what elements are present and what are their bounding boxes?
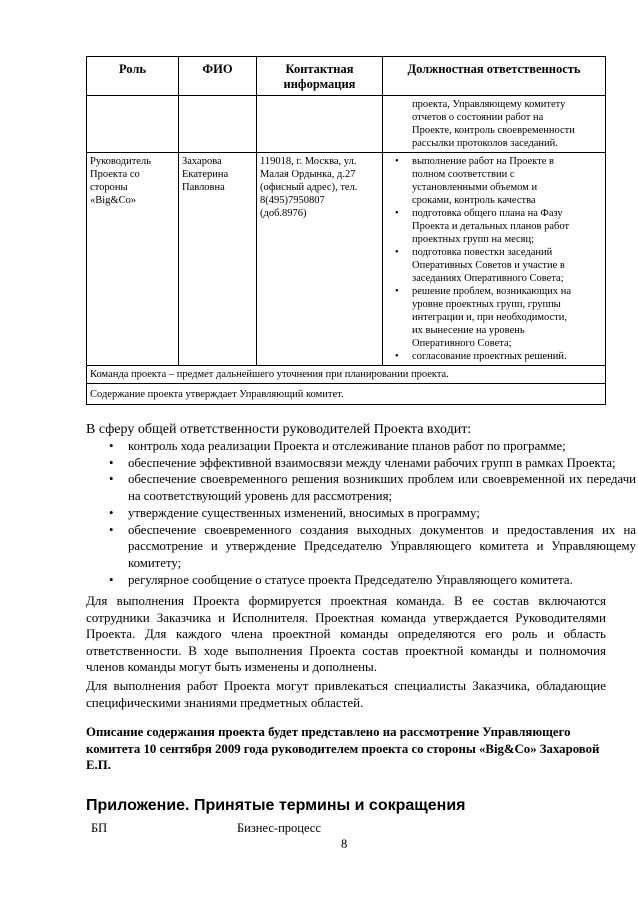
role-cell xyxy=(87,153,179,366)
name-cell xyxy=(179,153,257,366)
duties-list xyxy=(386,155,602,363)
list-item: • утверждение существенных изменений, вносимых в программу; xyxy=(128,505,636,522)
cell-line: Проекта со xyxy=(90,169,140,180)
cell-line: Захарова xyxy=(182,156,222,167)
cell-line: Проекте, контроль своевременности xyxy=(412,125,575,136)
cell-line: • выполнение работ на Проекте в xyxy=(412,156,554,167)
abbreviation-definition: Бизнес-процесс xyxy=(237,821,321,835)
cell-line: (доб.8976) xyxy=(260,208,307,219)
header-name: ФИО xyxy=(179,57,257,96)
cell-line: • подготовка повестки заседаний xyxy=(412,247,553,258)
cell-line: Павловна xyxy=(182,182,225,193)
cell-line: установленными объемом и xyxy=(412,182,538,193)
contact-cell xyxy=(257,153,383,366)
header-contact: Контактная информация xyxy=(257,57,383,96)
list-item: • обеспечение своевременного создания выходных документов и предоставления их на рассмотрение и утверждение Председателю Управляющего комитета и Управляющему комитету; xyxy=(128,522,636,572)
table-note-row xyxy=(87,384,606,405)
cell-line: заседаниях Оперативного Совета; xyxy=(412,273,564,284)
cell-line: полном соответствии с xyxy=(412,169,515,180)
cell-line: Оперативного Совета; xyxy=(412,338,512,349)
list-item xyxy=(412,246,602,285)
cell-line: интеграции и, при необходимости, xyxy=(412,312,568,323)
roles-table xyxy=(86,56,606,405)
cell-line: проекта, Управляющему комитету xyxy=(412,99,566,110)
responsibility-list xyxy=(86,438,636,588)
cell-line: Малая Ордынка, д.27 xyxy=(260,169,356,180)
list-item: • контроль хода реализации Проекта и отслеживание планов работ по программе; xyxy=(128,438,636,455)
table-header-row xyxy=(87,57,606,96)
continuation-cell xyxy=(383,96,606,153)
cell-line: сроками, контроль качества xyxy=(412,195,536,206)
page-number: 8 xyxy=(341,837,348,851)
section-lead: В сферу общей ответственности руководителей Проекта входит: xyxy=(86,422,472,437)
table-note-row xyxy=(87,366,606,384)
list-item xyxy=(412,155,602,207)
cell-line: Проекта и детальных планов работ xyxy=(412,221,570,232)
summary-paragraph: Описание содержания проекта будет представлено на рассмотрение Управляющего комитета 10 сентября 2009 года руководителем проекта со стороны «Big&Co» Захаровой Е.П. xyxy=(86,725,600,772)
table-row xyxy=(87,153,606,366)
cell-line: уровне проектных групп, группы xyxy=(412,299,561,310)
list-item xyxy=(412,207,602,246)
list-item: • регулярное сообщение о статусе проекта Председателю Управляющего комитета. xyxy=(128,572,636,589)
cell-line: • решение проблем, возникающих на xyxy=(412,286,572,297)
cell-line: отчетов о состоянии работ на xyxy=(412,112,544,123)
table-row-continuation xyxy=(87,96,606,153)
list-item xyxy=(412,350,602,363)
approval-note: Содержание проекта утверждает Управляющий комитет. xyxy=(87,384,606,405)
cell-line: их вынесение на уровень xyxy=(412,325,525,336)
team-paragraph: Для выполнения Проекта формируется проектная команда. В ее состав включаются сотрудники Заказчика и Исполнителя. Проектная команда утверждается Руководителями Проекта. Для каждого члена проектной команды определяются его роль и область ответственности. В ходе выполнения Проекта состав проектной команды и полномочия членов команды могут быть изменены и дополнены. xyxy=(86,593,606,674)
cell-line: • подготовка общего плана на Фазу xyxy=(412,208,563,219)
list-item: • обеспечение эффективной взаимосвязи между членами рабочих групп в рамках Проекта; xyxy=(128,455,636,472)
abbreviation-term: БП xyxy=(91,821,108,835)
list-item xyxy=(412,285,602,350)
cell-line: «Big&Co» xyxy=(90,195,137,206)
header-role: Роль xyxy=(87,57,179,96)
duties-cell xyxy=(383,153,606,366)
cell-line: 8(495)7950807 xyxy=(260,195,325,206)
specialists-paragraph: Для выполнения работ Проекта могут привлекаться специалисты Заказчика, обладающие специфическими знаниями предметных областей. xyxy=(86,678,606,710)
appendix-heading: Приложение. Принятые термины и сокращения xyxy=(86,797,466,814)
cell-line: Екатерина xyxy=(182,169,229,180)
cell-line: 119018, г. Москва, ул. xyxy=(260,156,357,167)
cell-line: стороны xyxy=(90,182,128,193)
cell-line: Руководитель xyxy=(90,156,151,167)
header-responsibility: Должностная ответственность xyxy=(383,57,606,96)
cell-line: рассылки протоколов заседаний. xyxy=(412,138,558,149)
cell-line: • согласование проектных решений. xyxy=(412,351,567,362)
cell-line: проектных групп на месяц; xyxy=(412,234,535,245)
list-item: • обеспечение своевременного решения возникших проблем или своевременной их передачи на соответствующий уровень для рассмотрения; xyxy=(128,471,636,504)
team-note: Команда проекта – предмет дальнейшего уточнения при планировании проекта. xyxy=(87,366,606,384)
cell-line: (офисный адрес), тел. xyxy=(260,182,358,193)
cell-line: Оперативных Советов и участие в xyxy=(412,260,565,271)
